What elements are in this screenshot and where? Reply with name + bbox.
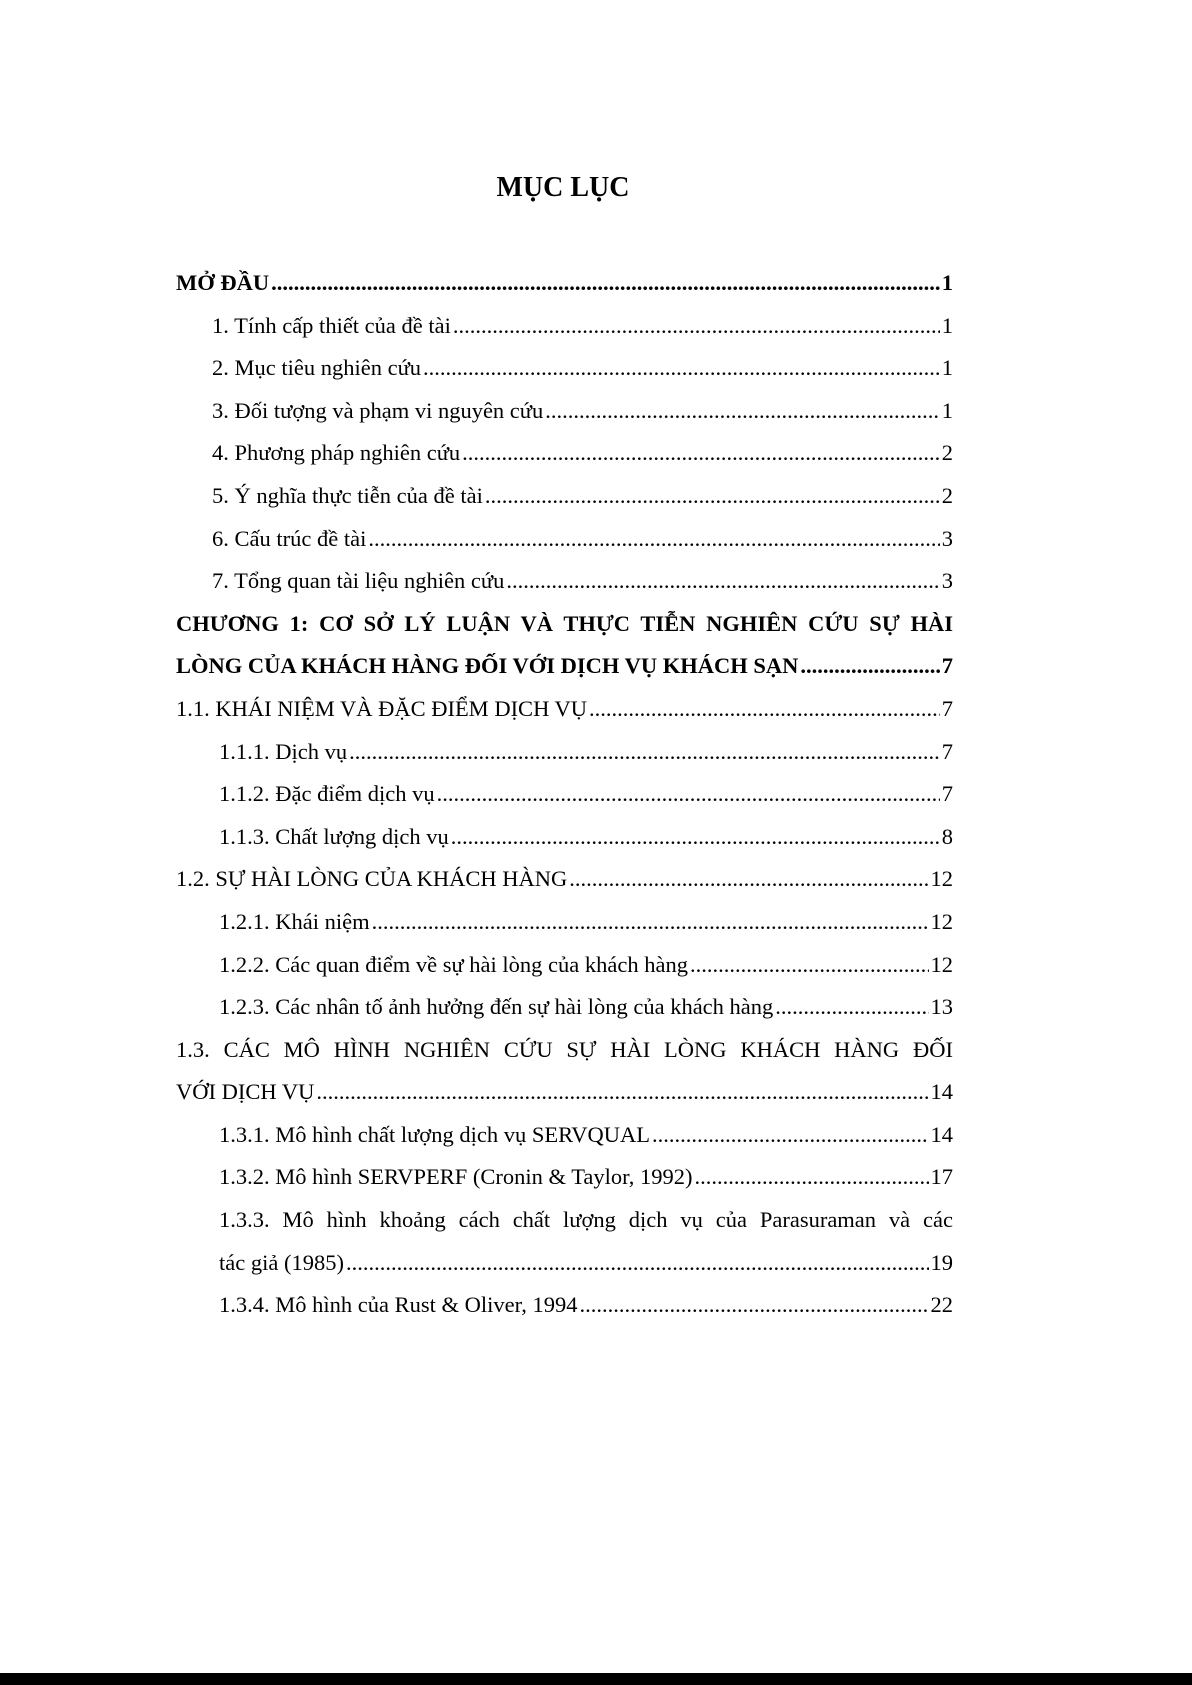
- toc-entry-text: VỚI DỊCH VỤ: [176, 1079, 315, 1105]
- toc-entry[interactable]: [176, 390, 953, 433]
- toc-page-number: 3: [941, 568, 953, 594]
- toc-page-number: 1: [941, 355, 953, 381]
- toc-entry[interactable]: [176, 1156, 953, 1199]
- toc-entry[interactable]: [176, 986, 953, 1029]
- toc-entry-text: CHƯƠNG 1: CƠ SỞ LÝ LUẬN VÀ THỰC TIỄN NGHIÊN CỨU SỰ HÀI: [176, 610, 953, 636]
- dot-leader: [506, 560, 939, 603]
- dot-leader: [775, 986, 928, 1029]
- dot-leader: [485, 475, 940, 518]
- toc-entry[interactable]: [176, 731, 953, 774]
- toc-page-number: 19: [930, 1249, 953, 1275]
- toc-page-number: 3: [941, 525, 953, 551]
- dot-leader: [579, 1284, 928, 1327]
- toc-page-number: 14: [930, 1121, 953, 1147]
- dot-leader: [694, 1156, 928, 1199]
- toc-entry-text: 1.3.3. Mô hình khoảng cách chất lượng dịch vụ của Parasuraman và các: [219, 1207, 953, 1233]
- dot-leader: [316, 1071, 928, 1114]
- toc-page-number: 2: [941, 440, 953, 466]
- dot-leader: [453, 305, 940, 348]
- toc-entry[interactable]: [176, 432, 953, 475]
- dot-leader: [800, 645, 939, 688]
- toc-entry[interactable]: [176, 262, 953, 305]
- dot-leader: [346, 1242, 929, 1285]
- dot-leader: [437, 773, 940, 816]
- toc-page-number: 7: [941, 653, 953, 679]
- toc-entry[interactable]: [176, 305, 953, 348]
- toc-entry-text: 1.2. SỰ HÀI LÒNG CỦA KHÁCH HÀNG: [176, 866, 568, 892]
- toc-entry-text: 1.2.1. Khái niệm: [219, 908, 370, 934]
- toc-entry-text: 1.3.2. Mô hình SERVPERF (Cronin & Taylor, 1992): [219, 1164, 693, 1190]
- toc-entry[interactable]: [176, 901, 953, 944]
- toc-entry-text: 1.3. CÁC MÔ HÌNH NGHIÊN CỨU SỰ HÀI LÒNG KHÁCH HÀNG ĐỐI: [176, 1036, 953, 1062]
- toc-page-number: 12: [930, 951, 953, 977]
- toc-entry-text: 5. Ý nghĩa thực tiễn của đề tài: [212, 482, 483, 508]
- toc-entry-text: 1.2.2. Các quan điểm về sự hài lòng của khách hàng: [219, 951, 688, 977]
- toc-entry-text: 3. Đối tượng và phạm vi nguyên cứu: [212, 397, 544, 423]
- toc-entry[interactable]: [176, 688, 953, 731]
- toc-page-number: 12: [930, 908, 953, 934]
- toc-entry-text: tác giả (1985): [219, 1249, 344, 1275]
- toc-entry-line1[interactable]: [176, 1199, 953, 1242]
- toc-entry[interactable]: [176, 1071, 953, 1114]
- toc-page-number: 22: [930, 1292, 953, 1318]
- toc-entry[interactable]: [176, 773, 953, 816]
- dot-leader: [690, 944, 929, 987]
- dot-leader: [271, 262, 940, 305]
- toc-page-number: 14: [930, 1079, 953, 1105]
- page-title: MỤC LỤC: [496, 172, 630, 203]
- toc-entry-text: 7. Tổng quan tài liệu nghiên cứu: [212, 568, 505, 594]
- toc-page-number: 13: [930, 994, 953, 1020]
- dot-leader: [545, 390, 940, 433]
- toc-entry-text: 4. Phương pháp nghiên cứu: [212, 440, 461, 466]
- dot-leader: [652, 1114, 928, 1157]
- toc-entry[interactable]: [176, 560, 953, 603]
- toc-entry-text: 1.2.3. Các nhân tố ảnh hưởng đến sự hài lòng của khách hàng: [219, 994, 774, 1020]
- toc-entry[interactable]: [176, 518, 953, 561]
- toc-entry[interactable]: [176, 816, 953, 859]
- table-of-contents: [176, 262, 953, 1327]
- toc-page-number: 12: [930, 866, 953, 892]
- dot-leader: [372, 901, 929, 944]
- toc-entry-text: 1.3.1. Mô hình chất lượng dịch vụ SERVQUAL: [219, 1121, 651, 1147]
- toc-entry[interactable]: [176, 858, 953, 901]
- toc-entry[interactable]: [176, 645, 953, 688]
- dot-leader: [368, 518, 939, 561]
- toc-entry[interactable]: [176, 347, 953, 390]
- toc-entry-text: 1.3.4. Mô hình của Rust & Oliver, 1994: [219, 1292, 578, 1318]
- dot-leader: [451, 816, 940, 859]
- dot-leader: [349, 731, 940, 774]
- toc-entry-text: 1.1.1. Dịch vụ: [219, 738, 348, 764]
- toc-entry-text: 1. Tính cấp thiết của đề tài: [212, 312, 451, 338]
- dot-leader: [462, 432, 940, 475]
- dot-leader: [423, 347, 940, 390]
- toc-page-number: 7: [941, 781, 953, 807]
- toc-page-number: 7: [941, 738, 953, 764]
- toc-entry-text: 2. Mục tiêu nghiên cứu: [212, 355, 422, 381]
- toc-entry[interactable]: [176, 475, 953, 518]
- toc-entry[interactable]: [176, 1284, 953, 1327]
- page-bottom-edge: [0, 1673, 1192, 1685]
- toc-entry[interactable]: [176, 944, 953, 987]
- dot-leader: [589, 688, 940, 731]
- toc-entry-text: MỞ ĐẦU: [176, 270, 270, 295]
- toc-entry-text: 1.1.3. Chất lượng dịch vụ: [219, 823, 449, 849]
- toc-entry-line1[interactable]: [176, 603, 953, 646]
- toc-entry[interactable]: [176, 1242, 953, 1285]
- toc-page-number: 1: [941, 312, 953, 338]
- toc-page-number: 8: [941, 823, 953, 849]
- toc-page-number: 1: [941, 270, 953, 295]
- toc-entry-text: 1.1. KHÁI NIỆM VÀ ĐẶC ĐIỂM DỊCH VỤ: [176, 695, 588, 721]
- toc-page-number: 17: [930, 1164, 953, 1190]
- toc-entry-line1[interactable]: [176, 1029, 953, 1072]
- toc-page-number: 2: [941, 482, 953, 508]
- dot-leader: [569, 858, 928, 901]
- toc-entry[interactable]: [176, 1114, 953, 1157]
- toc-page-number: 7: [941, 695, 953, 721]
- toc-entry-text: LÒNG CỦA KHÁCH HÀNG ĐỐI VỚI DỊCH VỤ KHÁCH SẠN: [176, 653, 799, 679]
- toc-page-number: 1: [941, 397, 953, 423]
- toc-entry-text: 1.1.2. Đặc điểm dịch vụ: [219, 781, 435, 807]
- toc-entry-text: 6. Cấu trúc đề tài: [212, 525, 367, 551]
